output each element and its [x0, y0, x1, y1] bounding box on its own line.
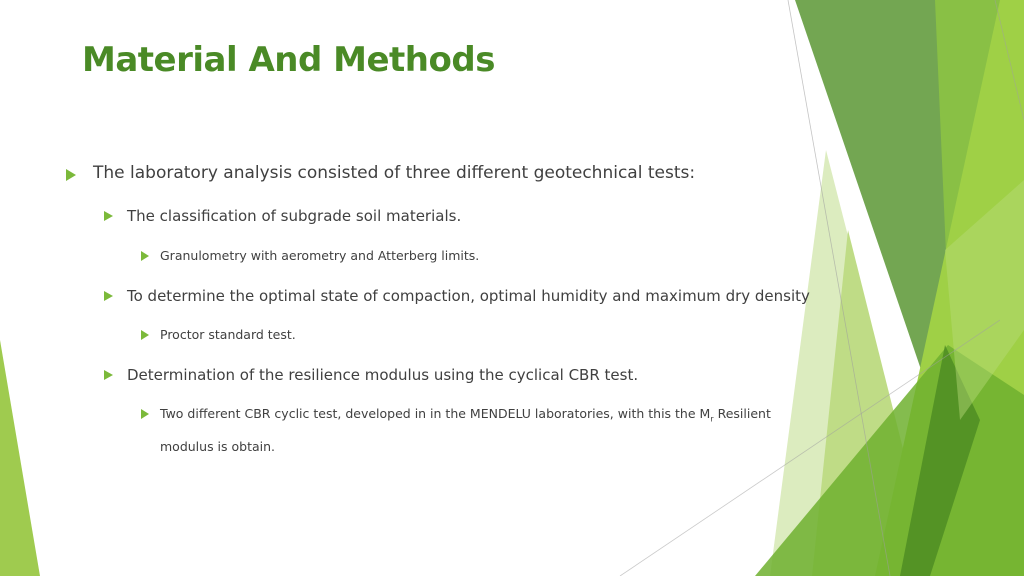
bullet-arrow-icon	[66, 169, 76, 181]
bullet-cbr-text-end: Resilient	[713, 406, 771, 421]
bullet-cbr-subscript: r	[710, 414, 714, 424]
bullet-cbr-text-start: Two different CBR cyclic test, developed in in the MENDELU laboratories, with this the M	[160, 406, 711, 421]
bullet-cbr	[141, 406, 771, 460]
bullet-intro-text: The laboratory analysis consisted of three different geotechnical tests:	[93, 163, 696, 183]
bullet-proctor	[141, 327, 296, 342]
bullet-resilience	[104, 366, 638, 384]
bullet-compaction	[104, 287, 810, 305]
bullet-arrow-icon	[104, 370, 113, 380]
bullet-arrow-icon	[104, 211, 113, 221]
left-edge-stripe	[0, 340, 40, 576]
bullet-cbr-line-2: modulus is obtain.	[160, 438, 276, 454]
bullet-compaction-text: To determine the optimal state of compaction, optimal humidity and maximum dry density	[127, 287, 810, 305]
bullet-resilience-text: Determination of the resilience modulus using the cyclical CBR test.	[127, 366, 639, 384]
bullet-proctor-text: Proctor standard test.	[160, 327, 296, 342]
bullet-arrow-icon	[141, 251, 149, 261]
bullet-arrow-icon	[141, 409, 149, 419]
bullet-granulometry	[141, 248, 479, 263]
bullet-classification-text: The classification of subgrade soil materials.	[127, 207, 462, 225]
bullet-arrow-icon	[104, 291, 113, 301]
slide-title: Material And Methods	[82, 40, 495, 80]
bullet-granulometry-text: Granulometry with aerometry and Atterberg limits.	[160, 248, 480, 263]
bullet-cbr-line-1	[160, 400, 771, 433]
bullet-classification	[104, 207, 461, 225]
bullet-arrow-icon	[141, 330, 149, 340]
bullet-intro	[66, 163, 695, 183]
bullet-cbr-text	[160, 400, 771, 460]
